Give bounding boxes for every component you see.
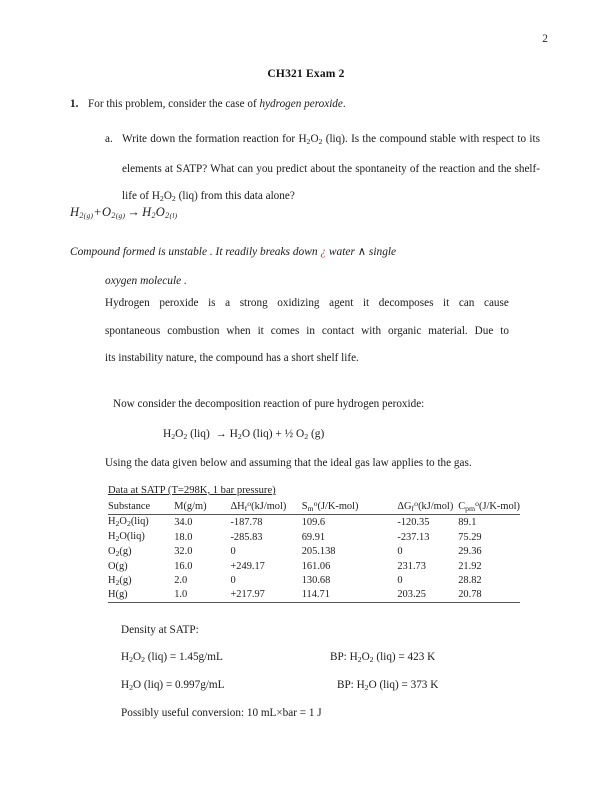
cell-enthalpy: +249.17 bbox=[230, 560, 265, 572]
sub: 2 bbox=[159, 194, 164, 203]
word: when bbox=[226, 324, 251, 337]
column-header-enthalpy-formation: $\Delta H_f^o(kJ/mol)$ bbox=[230, 499, 301, 515]
cell-gibbs: 0 bbox=[397, 546, 403, 558]
eq-reactant-1: $H_2(g)$ bbox=[70, 205, 94, 220]
column-header-entropy: $S_m^o(J/K-mol)$ bbox=[302, 499, 398, 515]
word: organic bbox=[387, 324, 422, 337]
word: can bbox=[458, 297, 475, 309]
column-header-molar-mass: M(g/m) bbox=[174, 499, 230, 515]
cell-gibbs: -237.13 bbox=[397, 531, 430, 543]
density-h2o2-value: $H_2O_2$ (liq) = 1.45g/mL bbox=[121, 651, 223, 664]
question-1-number: 1. bbox=[70, 98, 79, 110]
word: agent bbox=[329, 297, 354, 309]
satp-data-table bbox=[108, 499, 520, 603]
table-row bbox=[108, 530, 520, 545]
cell-molar-mass: 2.0 bbox=[174, 575, 188, 587]
decomposition-instruction: Using the data given below and assuming that the ideal gas law applies to the gas. bbox=[105, 457, 472, 469]
cell-enthalpy: -285.83 bbox=[230, 531, 263, 543]
cell-heat-capacity: 89.1 bbox=[458, 516, 477, 528]
cell-enthalpy: 0 bbox=[230, 575, 236, 587]
cell-entropy: 109.6 bbox=[301, 516, 326, 528]
word: is bbox=[208, 297, 216, 309]
cell-gibbs: 0 bbox=[397, 575, 403, 587]
answer-paragraph-line-2 bbox=[105, 318, 509, 346]
density-h2o-value: $H_2O$ (liq) = 0.997g/mL bbox=[121, 679, 225, 692]
word: oxidizing bbox=[277, 297, 320, 309]
sub: 2 bbox=[171, 194, 176, 203]
boiling-point-h2o: BP: $H_2O$ (liq) = 373 K bbox=[337, 679, 439, 692]
cell-molar-mass: 34.0 bbox=[174, 516, 193, 528]
sub: 2 bbox=[304, 432, 309, 441]
page-number: 2 bbox=[542, 33, 548, 45]
question-1 bbox=[70, 98, 540, 110]
italic-answer-line2: oxygen molecule . bbox=[105, 275, 187, 287]
table-row bbox=[108, 588, 520, 603]
italic-answer-block bbox=[70, 238, 520, 296]
word: in bbox=[306, 324, 315, 337]
table-row bbox=[108, 545, 520, 560]
cell-molar-mass: 18.0 bbox=[174, 531, 193, 543]
word: cause bbox=[483, 297, 509, 309]
column-header-gibbs-formation: $\Delta G_f^o(kJ/mol)$ bbox=[397, 499, 458, 515]
formation-reaction-equation bbox=[70, 205, 177, 220]
answer-paragraph-line-3: its instability nature, the compound has a short shelf life. bbox=[105, 352, 359, 364]
table-row bbox=[108, 573, 520, 588]
word: it bbox=[443, 297, 450, 309]
word: material. bbox=[428, 324, 468, 337]
cell-entropy: 205.138 bbox=[301, 546, 336, 558]
column-header-heat-capacity: $C_{pm}^o(J/K-mol)$ bbox=[458, 499, 520, 513]
eq-plus: + bbox=[93, 205, 103, 219]
eq-reactant-2: $O_2(g)$ bbox=[102, 205, 126, 220]
question-1-text-before: For this problem, consider the case of bbox=[88, 98, 260, 110]
word: with bbox=[361, 324, 382, 337]
cell-substance: H(g) bbox=[108, 588, 174, 603]
cell-entropy: 161.06 bbox=[301, 560, 331, 572]
cell-enthalpy: -187.78 bbox=[230, 516, 263, 528]
cell-entropy: 69.91 bbox=[301, 531, 326, 543]
word: a bbox=[225, 297, 231, 309]
cell-molar-mass: 1.0 bbox=[174, 588, 230, 603]
word: it bbox=[257, 324, 264, 337]
word: comes bbox=[270, 324, 300, 337]
decomposition-equation: $H_2O_2$ $(liq) \to H_2O$ (liq) + ½ $O_2$ (g) bbox=[163, 428, 325, 441]
column-header-substance: Substance bbox=[108, 499, 174, 515]
boiling-point-h2o2: BP: $H_2O_2$ (liq) = 423 K bbox=[330, 651, 436, 664]
word: to bbox=[500, 324, 509, 337]
table-row bbox=[108, 515, 520, 530]
italic-answer-line1-b: water ∧ single bbox=[326, 246, 397, 258]
cell-gibbs: 203.25 bbox=[397, 588, 458, 603]
sub: 2 bbox=[306, 137, 311, 146]
page-title: CH321 Exam 2 bbox=[267, 68, 345, 80]
eq-arrow: → bbox=[127, 205, 141, 219]
cell-heat-capacity: 29.36 bbox=[458, 546, 482, 558]
sub: 2 bbox=[318, 137, 323, 146]
part-a-letter: a. bbox=[105, 133, 113, 145]
sub: 2 bbox=[183, 432, 188, 441]
cell-substance: $H_2O_2(liq)$ bbox=[108, 516, 149, 529]
italic-answer-line1-a: Compound formed is unstable . It readily breaks down bbox=[70, 246, 321, 258]
cell-substance: O(g) bbox=[108, 560, 128, 572]
cell-substance: $H_2O(liq)$ bbox=[108, 531, 145, 544]
word: peroxide bbox=[159, 297, 199, 309]
density-heading: Density at SATP: bbox=[121, 624, 199, 636]
cell-heat-capacity: 28.82 bbox=[458, 575, 482, 587]
inverted-question-mark-icon: ¿ bbox=[320, 246, 327, 258]
question-1-text-after: . bbox=[342, 98, 346, 110]
cell-molar-mass: 16.0 bbox=[174, 560, 193, 572]
word: combustion bbox=[167, 324, 220, 337]
answer-paragraph bbox=[105, 290, 509, 373]
word: decomposes bbox=[378, 297, 434, 309]
cell-enthalpy: 0 bbox=[230, 546, 236, 558]
question-1-part-a bbox=[105, 126, 540, 213]
cell-enthalpy: +217.97 bbox=[230, 588, 301, 603]
useful-conversion: Possibly useful conversion: 10 mL×bar = 1 J bbox=[121, 707, 322, 719]
cell-heat-capacity: 75.29 bbox=[458, 531, 482, 543]
cell-gibbs: 231.73 bbox=[397, 560, 426, 572]
table-row bbox=[108, 559, 520, 573]
part-a-body: Write down the formation reaction for $H_2O_2$ (liq). Is the compound stable with respect to its elements at SATP? What can you predict about the spontaneity of the reaction and the shelf-life of $H_2O_2$ (liq) from this data alone? bbox=[122, 133, 540, 203]
answer-paragraph-line-1 bbox=[105, 290, 509, 318]
cell-molar-mass: 32.0 bbox=[174, 546, 193, 558]
cell-substance: $H_2(g)$ bbox=[108, 574, 132, 587]
word: Hydrogen bbox=[105, 297, 150, 309]
cell-heat-capacity: 21.92 bbox=[458, 560, 482, 572]
density-row-1 bbox=[121, 651, 521, 664]
eq-product: $H_2O_2(l)$ bbox=[142, 205, 178, 220]
question-1-italic-term: hydrogen peroxide bbox=[259, 98, 343, 110]
sub: 2 bbox=[237, 432, 242, 441]
word: strong bbox=[239, 297, 268, 309]
cell-heat-capacity: 20.78 bbox=[458, 588, 520, 603]
sub: 2 bbox=[171, 432, 176, 441]
word: Due bbox=[474, 324, 494, 337]
table-header-row bbox=[108, 499, 520, 515]
decomposition-intro: Now consider the decomposition reaction of pure hydrogen peroxide: bbox=[113, 398, 425, 410]
word: spontaneous bbox=[105, 324, 161, 337]
cell-gibbs: -120.35 bbox=[397, 516, 430, 528]
cell-entropy: 130.68 bbox=[301, 575, 331, 587]
cell-entropy: 114.71 bbox=[302, 588, 398, 603]
word: contact bbox=[321, 324, 355, 337]
data-table-caption: Data at SATP (T=298K, 1 bar pressure) bbox=[108, 485, 276, 496]
word: it bbox=[362, 297, 370, 309]
cell-substance: $O_2(g)$ bbox=[108, 545, 132, 558]
density-row-2 bbox=[121, 679, 521, 692]
